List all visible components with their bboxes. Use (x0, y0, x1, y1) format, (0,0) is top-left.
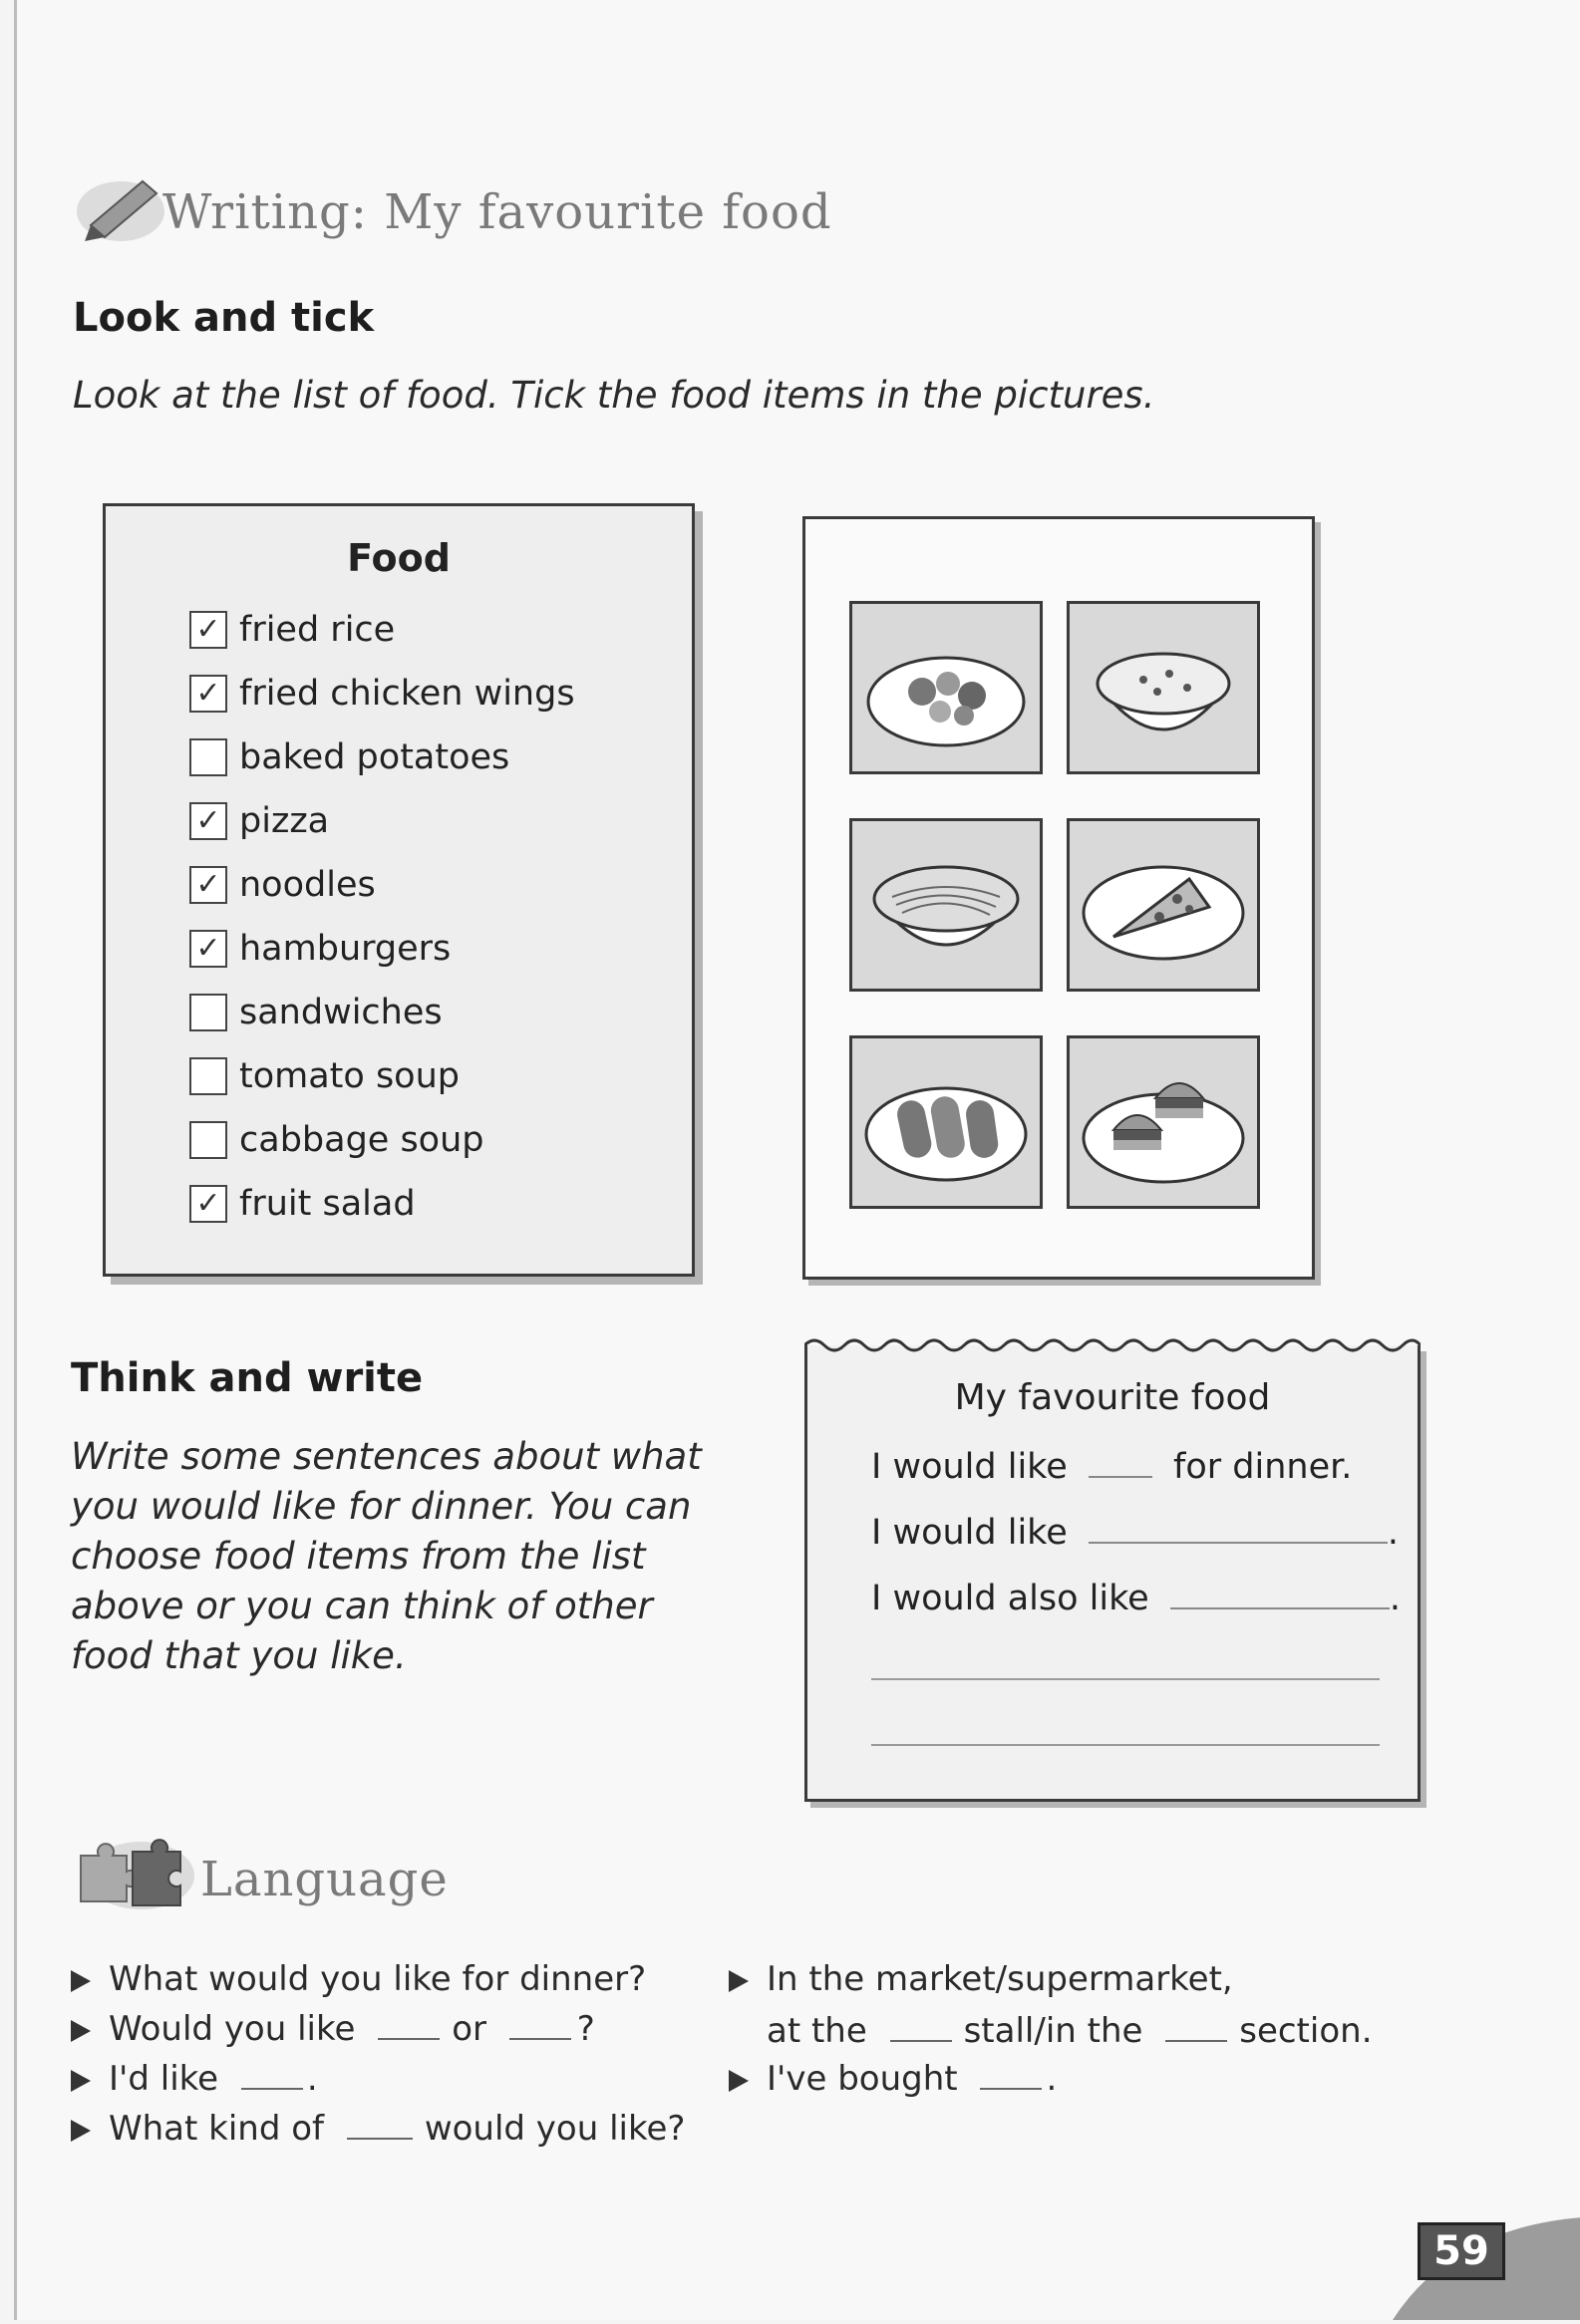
food-item (189, 981, 575, 1044)
puzzle-icon (71, 1834, 196, 1913)
language-left-2-a: Would you like (109, 2009, 356, 2049)
food-pictures-frame (802, 516, 1315, 1280)
salad-icon (849, 601, 1043, 774)
wavy-edge (804, 1331, 1421, 1355)
triangle-bullet-icon (71, 1970, 91, 1992)
card-line-3-period: . (1389, 1579, 1401, 1618)
checked-checkbox[interactable]: ✓ (189, 675, 227, 713)
triangle-bullet-icon (71, 2020, 91, 2042)
triangle-bullet-icon (729, 2070, 749, 2092)
section-title-writing: Writing: My favourite food (162, 184, 832, 240)
card-line-2-period: . (1387, 1513, 1400, 1553)
dinner-blank-3[interactable] (1170, 1607, 1390, 1609)
language-blank (1165, 2040, 1227, 2042)
language-right-2-a: at the (767, 2011, 867, 2051)
pencil-icon (73, 167, 170, 247)
language-blank (347, 2138, 413, 2140)
language-blank (980, 2088, 1042, 2090)
language-blank (378, 2038, 440, 2040)
language-left-2-c: ? (576, 2009, 595, 2049)
food-item-label: baked potatoes (239, 737, 510, 777)
writing-rule-1[interactable] (871, 1678, 1380, 1680)
card-line-2-start: I would like (871, 1513, 1068, 1553)
food-item (189, 662, 575, 726)
card-line-3-start: I would also like (871, 1579, 1149, 1618)
food-item-label: pizza (239, 801, 330, 841)
card-line-2 (871, 1513, 1399, 1553)
empty-checkbox[interactable] (189, 1121, 227, 1159)
language-left-4 (71, 2109, 685, 2149)
card-line-1 (871, 1447, 1352, 1487)
triangle-bullet-icon (71, 2120, 91, 2142)
language-right-1 (729, 1959, 1233, 1999)
pizza-icon (1067, 818, 1260, 992)
language-left-1 (71, 1959, 646, 1999)
section-title-language: Language (200, 1852, 449, 1907)
empty-checkbox[interactable] (189, 1057, 227, 1095)
language-left-4-a: What kind of (109, 2109, 324, 2149)
food-item (189, 1172, 575, 1236)
fried-rice-icon (1067, 601, 1260, 774)
food-item (189, 917, 575, 981)
language-left-3-a: I'd like (109, 2059, 219, 2099)
language-right-1-text: In the market/supermarket, (767, 1959, 1233, 1999)
language-blank (890, 2040, 952, 2042)
language-right-3-a: I've bought (767, 2059, 958, 2099)
checked-checkbox[interactable]: ✓ (189, 866, 227, 904)
language-left-2-b: or (452, 2009, 486, 2049)
card-heading: My favourite food (954, 1377, 1271, 1418)
card-line-3 (871, 1579, 1401, 1618)
language-blank (509, 2038, 571, 2040)
food-list-card (103, 503, 695, 1277)
language-right-2-c: section. (1239, 2011, 1373, 2051)
instruction-think-and-write: Write some sentences about what you would like for dinner. You can choose food items from the list above or you can think of other food that you like. (71, 1435, 702, 1677)
card-line-1-end: for dinner. (1173, 1447, 1353, 1487)
language-blank (241, 2088, 303, 2090)
workbook-page (14, 0, 1580, 2320)
food-item (189, 1108, 575, 1172)
food-item (189, 853, 575, 917)
heading-think-and-write: Think and write (71, 1355, 424, 1401)
food-item-label: tomato soup (239, 1056, 460, 1096)
instruction-look-and-tick: Look at the list of food. Tick the food items in the pictures. (73, 374, 1155, 417)
food-list-heading: Food (347, 536, 451, 580)
empty-checkbox[interactable] (189, 738, 227, 776)
card-line-1-start: I would like (871, 1447, 1068, 1487)
food-item-label: hamburgers (239, 929, 452, 969)
food-item-label: noodles (239, 865, 376, 905)
noodles-icon (849, 818, 1043, 992)
language-right-2-b: stall/in the (963, 2011, 1143, 2051)
checked-checkbox[interactable]: ✓ (189, 1185, 227, 1223)
food-item-label: cabbage soup (239, 1120, 484, 1160)
language-right-2 (767, 2011, 1373, 2051)
favourite-food-card (804, 1345, 1421, 1802)
food-item (189, 598, 575, 662)
chicken-wings-icon (849, 1035, 1043, 1209)
food-item-label: fried chicken wings (239, 674, 575, 714)
checked-checkbox[interactable]: ✓ (189, 611, 227, 649)
language-left-2 (71, 2009, 595, 2049)
triangle-bullet-icon (729, 1970, 749, 1992)
food-item-label: fruit salad (239, 1184, 416, 1224)
empty-checkbox[interactable] (189, 994, 227, 1031)
language-right-3 (729, 2059, 1057, 2099)
dinner-blank-2[interactable] (1089, 1542, 1388, 1544)
checked-checkbox[interactable]: ✓ (189, 802, 227, 840)
food-item-label: fried rice (239, 610, 396, 650)
dinner-blank-1[interactable] (1089, 1476, 1152, 1478)
heading-look-and-tick: Look and tick (73, 295, 375, 341)
language-left-1-text: What would you like for dinner? (109, 1959, 647, 1999)
language-left-4-b: would you like? (424, 2109, 686, 2149)
language-left-3-b: . (306, 2059, 318, 2099)
hamburgers-icon (1067, 1035, 1260, 1209)
triangle-bullet-icon (71, 2070, 91, 2092)
page-number: 59 (1418, 2222, 1505, 2280)
food-item (189, 789, 575, 853)
language-right-3-b: . (1046, 2059, 1058, 2099)
language-left-3 (71, 2059, 318, 2099)
food-item (189, 1044, 575, 1108)
food-item (189, 726, 575, 789)
food-item-label: sandwiches (239, 993, 443, 1032)
writing-rule-2[interactable] (871, 1744, 1380, 1746)
checked-checkbox[interactable]: ✓ (189, 930, 227, 968)
food-checklist (189, 598, 575, 1236)
